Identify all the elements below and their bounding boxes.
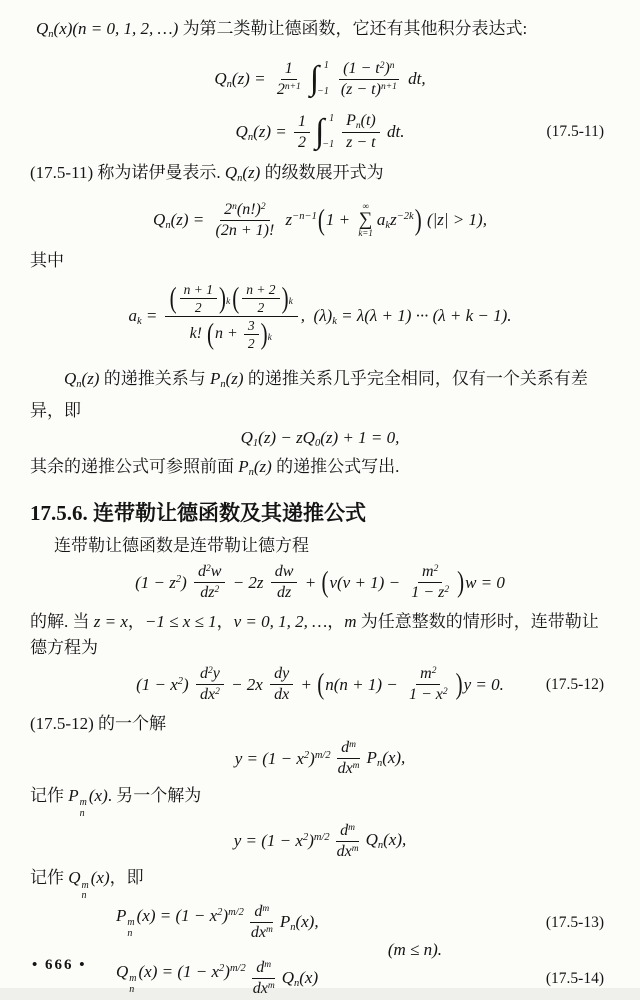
math-run: 2 (194, 299, 202, 315)
summation-sign (358, 202, 373, 238)
math-run: (17.5-11) 称为诺伊曼表示. (30, 163, 225, 183)
formula-qn-series-expansion (30, 196, 610, 244)
paragraph-recurrence-difference (30, 366, 610, 424)
math-run: 的递推公式写出. (271, 457, 400, 477)
big-paren-subscripted (260, 316, 273, 351)
formula-q1-recurrence (30, 424, 610, 452)
numerator (252, 959, 275, 979)
formula-pnm-definition (30, 902, 610, 944)
numerator (418, 563, 442, 583)
math-run: n + (215, 325, 242, 343)
fraction (242, 282, 279, 315)
paragraph-one-solution (30, 711, 610, 737)
math-run: $dx^m$ (250, 924, 273, 942)
math-run: dt, (403, 69, 426, 89)
math-run: $y = (1 - x^2)^{m/2}$ (234, 748, 331, 768)
inline-math (234, 612, 328, 631)
formula-qn-integral-2-math (236, 112, 405, 152)
numerator (337, 739, 360, 759)
formula-ak-coefficient (30, 274, 610, 358)
sup-sub-stack: m n (129, 973, 137, 995)
math-run: $2^{n+1}$ (276, 80, 301, 98)
equation-number-17-5-11: (17.5-11) (546, 123, 604, 141)
fraction (273, 60, 305, 99)
constraint-m-le-n (30, 940, 610, 960)
math-run: $m^2$ (420, 665, 437, 683)
math-run: 为第二类勒让德函数，它还有其他积分表达式: (178, 19, 528, 38)
inline-math (209, 369, 244, 391)
math-run: + (296, 674, 317, 694)
math-run: −1 ≤ x ≤ 1 (144, 611, 217, 631)
math-run: $P_n(x)$, (366, 747, 406, 770)
fraction (270, 665, 293, 704)
math-run: $Q_1(z) - zQ_0(z) + 1 = 0$, (240, 427, 400, 449)
fraction (244, 318, 259, 351)
denominator (196, 584, 223, 602)
fraction (194, 563, 225, 602)
inline-math (344, 612, 356, 631)
equation-number-17-5-14: (17.5-14) (545, 969, 604, 987)
math-run: $dx^m$ (337, 760, 360, 778)
math-run: $d^m$ (340, 821, 356, 839)
math-run: ν(ν + 1) − (329, 572, 405, 592)
denominator (273, 81, 305, 99)
denominator (212, 222, 279, 240)
denominator (244, 336, 259, 351)
denominator (191, 300, 206, 315)
math-run: 1 (284, 59, 293, 77)
math-run: $dx^m$ (336, 842, 359, 860)
math-run: $P_n(z)$ (209, 369, 244, 391)
inline-math (238, 457, 272, 479)
big-paren: ( (317, 667, 325, 701)
math-run: $(z - t)^{n+1}$ (340, 80, 397, 98)
paren-subscript: k (225, 297, 231, 308)
math-run: , $(\lambda)_k = \lambda(\lambda + 1)$ ··· (λ + k − 1). (300, 305, 512, 327)
denominator (270, 686, 293, 704)
big-paren: ) (281, 280, 289, 315)
math-run: y = 0. (463, 674, 504, 694)
fraction (165, 282, 298, 351)
inline-math (64, 369, 100, 391)
inline-math (36, 19, 179, 41)
paragraph-denoted-pnm (30, 783, 610, 820)
big-paren: ) (457, 565, 465, 599)
paren-subscript: k (288, 297, 293, 308)
math-run: 2 (257, 299, 265, 315)
math-run: P m n $(x) = (1 - x^2)^{m/2}$ (116, 905, 244, 939)
formula-qnm-definition-math (116, 959, 318, 998)
denominator (249, 980, 279, 998)
math-run: $d^m$ (254, 903, 270, 921)
integral-glyph: ∫ (315, 112, 325, 150)
paragraph-associated-intro (30, 533, 610, 559)
big-paren: ) (218, 280, 226, 315)
formula-qnm-definition (30, 958, 610, 1000)
math-run: $(1 - x^2)$ (136, 674, 193, 694)
inline-math (68, 785, 108, 819)
numerator (165, 282, 298, 317)
math-run: $dz^2$ (200, 584, 220, 602)
fraction (407, 563, 453, 602)
formula-associated-ode-x (30, 661, 610, 709)
math-run: $P_n(t)$ (346, 111, 376, 131)
formula-solution-q-math (234, 822, 407, 861)
formula-associated-ode-x-math (136, 665, 504, 704)
fraction (249, 959, 279, 998)
fraction (334, 739, 364, 778)
math-run: − 2z (228, 572, 268, 592)
fraction (180, 282, 217, 315)
math-run: 的级数展开式为 (260, 163, 384, 183)
math-run: Q m n $(x) = (1 - x^2)^{m/2}$ (116, 961, 246, 995)
denominator (186, 318, 277, 351)
numerator (342, 112, 380, 133)
denominator (254, 300, 269, 315)
math-run: z = x (93, 611, 128, 631)
formula-ak-math (128, 282, 511, 351)
math-run: ν = 0, 1, 2, … (233, 611, 328, 631)
math-run: + (300, 572, 321, 592)
inline-math (224, 163, 261, 185)
integral-sign (310, 61, 332, 97)
numerator (336, 822, 359, 842)
math-run: 记作 (30, 785, 69, 805)
denominator (333, 843, 363, 861)
math-run: $z^{-n-1}$ (281, 210, 317, 230)
math-run: (17.5-12) 的一个解 (30, 713, 166, 733)
numerator (294, 113, 310, 133)
section-heading (30, 497, 610, 529)
math-run: dw (274, 563, 294, 581)
math-run: P m n (x) (68, 785, 108, 819)
numerator (416, 665, 440, 685)
math-run: $a_k$ = (128, 305, 162, 327)
big-paren: ( (317, 202, 325, 237)
fraction (294, 113, 310, 152)
math-run: $y = (1 - x^2)^{m/2}$ (233, 831, 330, 851)
numerator (180, 282, 217, 299)
math-run: z − t (346, 134, 376, 152)
inline-math (68, 868, 110, 902)
math-run: dt. (382, 122, 405, 142)
sum-lower-limit: k=1 (358, 228, 373, 239)
big-paren: ( (207, 316, 215, 351)
sum-upper-limit: ∞ (362, 201, 369, 212)
denominator (337, 81, 401, 99)
paragraph-where-label: 其中 (30, 251, 64, 271)
math-run: $1 - x^2$ (408, 686, 448, 704)
denominator (294, 134, 310, 152)
sup-sub-stack: m n (79, 797, 87, 819)
formula-qn-integral-2 (30, 108, 610, 156)
math-run: $d^m$ (341, 739, 356, 757)
equation-number-17-5-13: (17.5-13) (545, 913, 604, 931)
fraction (212, 201, 279, 240)
big-paren: ( (321, 565, 329, 599)
math-run: ， (327, 611, 345, 631)
numerator (194, 563, 225, 583)
numerator (339, 60, 398, 80)
denominator (196, 686, 224, 704)
big-paren: ) (455, 667, 463, 701)
denominator (273, 584, 295, 602)
math-run: Q m n (x) (68, 868, 110, 902)
paragraph-neumann-representation (30, 160, 610, 192)
inline-math (94, 612, 128, 631)
math-run: $Q_n(x)$ (281, 967, 319, 990)
formula-qn-series-math (153, 201, 487, 240)
math-run: 的递推关系与 (99, 369, 210, 389)
paragraph-denoted-qnm (30, 865, 610, 902)
page-number: • 666 • (32, 957, 87, 973)
math-run: 2 (247, 335, 255, 351)
big-paren: ) (414, 202, 422, 237)
formula-q1-recurrence-math (241, 428, 400, 449)
fraction (196, 665, 224, 704)
big-paren: ( (232, 280, 240, 315)
math-run: 的递推关系几乎完全相同，仅有一个关系有差异，即 (30, 369, 588, 421)
math-run: $(1 - z^2)$ (135, 572, 192, 592)
numerator (244, 318, 259, 335)
math-run: (m ≤ n). (387, 939, 442, 959)
integral-limits: 1 −1 (322, 113, 335, 151)
math-run: (|z| > 1), (422, 210, 487, 230)
paragraph-second-kind-intro (30, 16, 610, 48)
math-run: k! (189, 325, 207, 343)
integral-limits: 1 −1 (317, 60, 329, 98)
formula-qn-integral-1 (30, 54, 610, 104)
math-run: $Q_n(z)$ = (153, 209, 209, 231)
math-run: $dx^2$ (199, 686, 220, 704)
math-run: 的解. 当 (30, 611, 94, 631)
big-paren: ) (260, 316, 268, 351)
math-run: $Q_n(z)$ (64, 369, 100, 391)
formula-associated-ode-w-math (135, 563, 505, 602)
formula-qn-integral-1-math (214, 60, 425, 99)
math-run: n + 1 (183, 281, 213, 297)
formula-pnm-definition-math (116, 903, 319, 942)
math-run: (2n + 1)! (215, 221, 275, 239)
math-run: $Q_n(z)$ = (214, 68, 270, 90)
fraction (405, 665, 452, 704)
math-run: 2 (298, 133, 306, 151)
numerator (250, 903, 273, 923)
formula-associated-ode-w (30, 559, 610, 607)
math-run: $Q_n(x)$, (365, 830, 407, 852)
math-run: 连带勒让德函数是连带勒让德方程 (54, 535, 309, 555)
denominator (342, 134, 379, 152)
math-run: $P_n(z)$ (238, 457, 272, 479)
formula-solution-p-math (235, 739, 406, 778)
numerator (220, 201, 269, 221)
sup-sub-stack: m n (81, 879, 89, 902)
math-run: dx (274, 686, 290, 704)
formula-solution-p (30, 737, 610, 781)
math-run: . 另一个解为 (107, 785, 202, 805)
fraction (333, 822, 363, 861)
math-run: $d^m$ (256, 959, 272, 977)
numerator (281, 60, 297, 80)
sigma-glyph: ∑ (358, 209, 373, 231)
fraction (337, 60, 401, 99)
numerator (196, 665, 224, 685)
math-run: w = 0 (465, 572, 505, 592)
paren-subscript: k (267, 333, 272, 344)
math-run: $Q_n(x)(n = 0$, 1, 2, …) (36, 19, 179, 41)
section-number: 17.5.6. (30, 500, 88, 525)
fraction (342, 112, 380, 152)
math-run: $(1 - t^2)^n$ (343, 59, 395, 77)
math-run: 记作 (30, 868, 69, 888)
math-run: n + 2 (246, 281, 276, 297)
math-run: $d^2y$ (199, 665, 220, 683)
numerator (271, 563, 298, 583)
math-run: $a_kz^{-2k}$ (376, 209, 414, 231)
denominator (405, 686, 452, 704)
math-run: $Q_n(z)$ = (235, 121, 291, 143)
math-run: $d^2w$ (198, 563, 222, 581)
math-run: $m^2$ (422, 563, 439, 581)
math-run: − 2x (226, 674, 268, 694)
math-run: dz (277, 584, 292, 602)
paragraph-solution-conditions (30, 609, 610, 661)
integral-sign (315, 114, 337, 150)
math-run: m (344, 611, 357, 631)
math-run: 其余的递推公式可参照前面 (30, 457, 239, 477)
denominator (407, 584, 453, 602)
integral-glyph: ∫ (309, 59, 320, 97)
denominator (334, 760, 364, 778)
math-run: $dx^m$ (252, 980, 275, 998)
big-paren: ( (169, 280, 177, 315)
math-run: ， (216, 611, 234, 631)
math-run: ，即 (109, 868, 144, 888)
section-title: 连带勒让德函数及其递推公式 (93, 500, 366, 525)
math-run: $1 - z^2$ (411, 584, 450, 602)
numerator (270, 665, 293, 685)
numerator (242, 282, 279, 299)
math-run: n(n + 1) − (325, 674, 402, 694)
inline-math (145, 612, 217, 631)
math-run: $Q_n(z)$ (224, 163, 261, 185)
math-run: ， (127, 611, 145, 631)
fraction (271, 563, 298, 602)
math-run: 3 (247, 317, 255, 333)
sup-sub-stack: m n (127, 917, 135, 939)
big-paren-subscripted (281, 280, 294, 315)
paragraph-recurrence-reference (30, 454, 610, 486)
math-run: $2^n(n!)^2$ (224, 200, 266, 218)
math-run: dy (274, 665, 290, 683)
big-paren-subscripted (218, 280, 231, 315)
equation-number-17-5-12: (17.5-12) (545, 675, 604, 693)
math-run: $P_n(x)$, (279, 911, 319, 934)
fraction (247, 903, 277, 942)
formula-solution-q (30, 819, 610, 863)
constraint-m-le-n-math (388, 940, 442, 960)
math-run: 1 + (325, 210, 355, 230)
math-run: 1 (298, 112, 306, 130)
math-run: 为任意整数的情形时，连带勒让德方程为 (30, 611, 599, 657)
